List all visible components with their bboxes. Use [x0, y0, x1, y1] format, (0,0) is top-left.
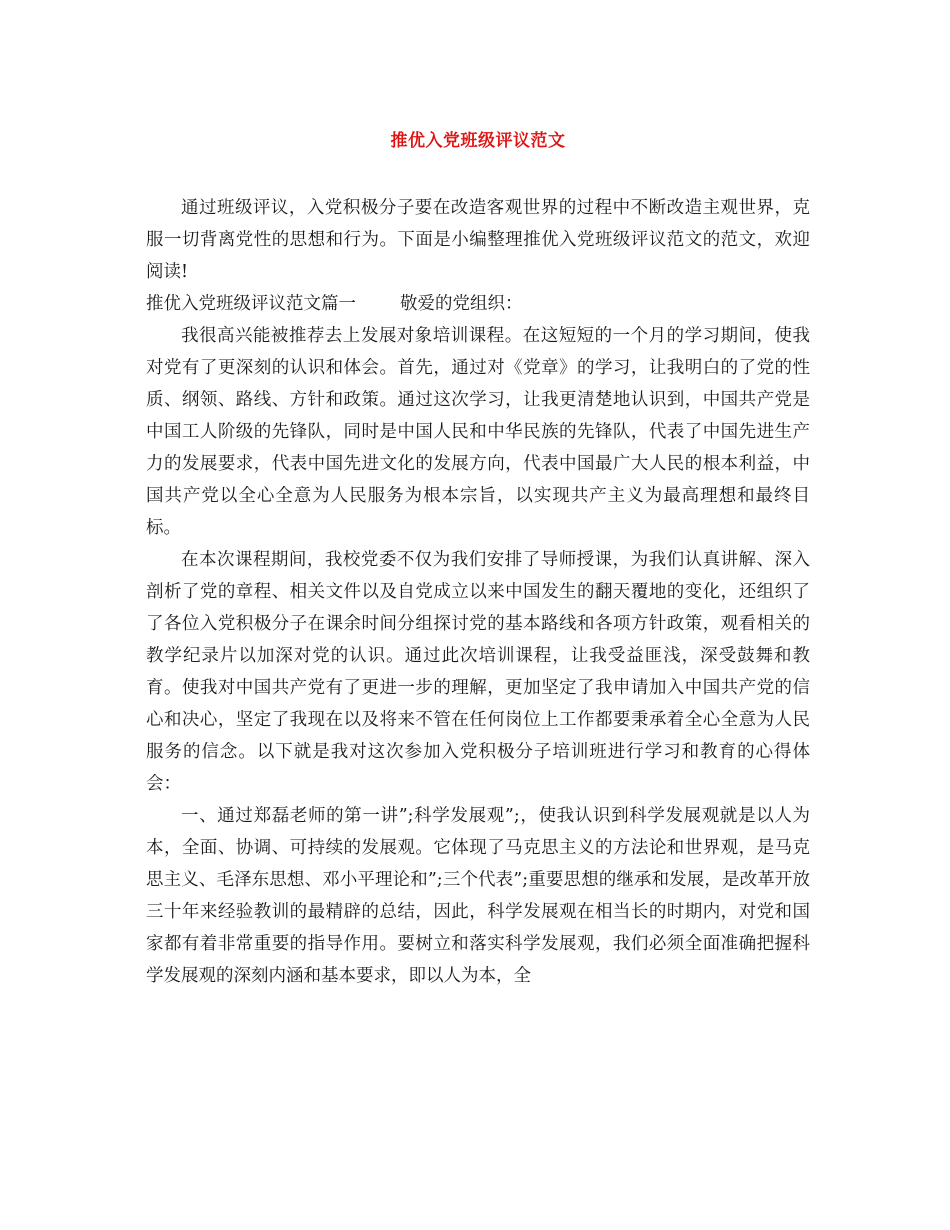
intro-paragraph: 通过班级评议，入党积极分子要在改造客观世界的过程中不断改造主观世界，克服一切背离党性的思想和行为。下面是小编整理推优入党班级评议范文的范文，欢迎阅读! [146, 198, 810, 282]
salutation: 敬爱的党组织： [400, 294, 523, 314]
body-paragraph: 我很高兴能被推荐去上发展对象培训课程。在这短短的一个月的学习期间，使我对党有了更深刻的认识和体会。首先，通过对《党章》的学习，让我明白的了党的性质、纲领、路线、方针和政策。通过这次学习，让我更清楚地认识到，中国共产党是中国工人阶级的先锋队，同时是中国人民和中华民族的先锋队，代表了中国先进生产力的发展要求，代表中国先进文化的发展方向，代表中国最广大人民的根本利益，中国共产党以全心全意为人民服务为根本宗旨，以实现共产主义为最高理想和最终目标。 [146, 326, 810, 538]
body-paragraph: 在本次课程期间，我校党委不仅为我们安排了导师授课，为我们认真讲解、深入剖析了党的章程、相关文件以及自党成立以来中国发生的翻天覆地的变化，还组织了了各位入党积极分子在课余时间分组探讨党的基本路线和各项方针政策，观看相关的教学纪录片以加深对党的认识。通过此次培训课程，让我受益匪浅，深受鼓舞和教育。使我对中国共产党有了更进一步的理解，更加坚定了我申请加入中国共产党的信心和决心，坚定了我现在以及将来不管在任何岗位上工作都要秉承着全心全意为人民服务的信念。以下就是我对这次参加入党积极分子培训班进行学习和教育的心得体会： [146, 550, 810, 794]
section-heading-line [146, 288, 810, 320]
section-heading: 推优入党班级评议范文篇一 [146, 294, 356, 314]
body-paragraph: 一、通过郑磊老师的第一讲”;科学发展观”;，使我认识到科学发展观就是以人为本，全面、协调、可持续的发展观。它体现了马克思主义的方法论和世界观，是马克思主义、毛泽东思想、邓小平理论和”;三个代表”;重要思想的继承和发展，是改革开放三十年来经验教训的最精辟的总结，因此，科学发展观在相当长的时期内，对党和国家都有着非常重要的指导作用。要树立和落实科学发展观，我们必须全面准确把握科学发展观的深刻内涵和基本要求，即以人为本，全 [146, 806, 810, 986]
document-title: 推优入党班级评议范文 [390, 131, 566, 151]
document-body [146, 192, 810, 992]
